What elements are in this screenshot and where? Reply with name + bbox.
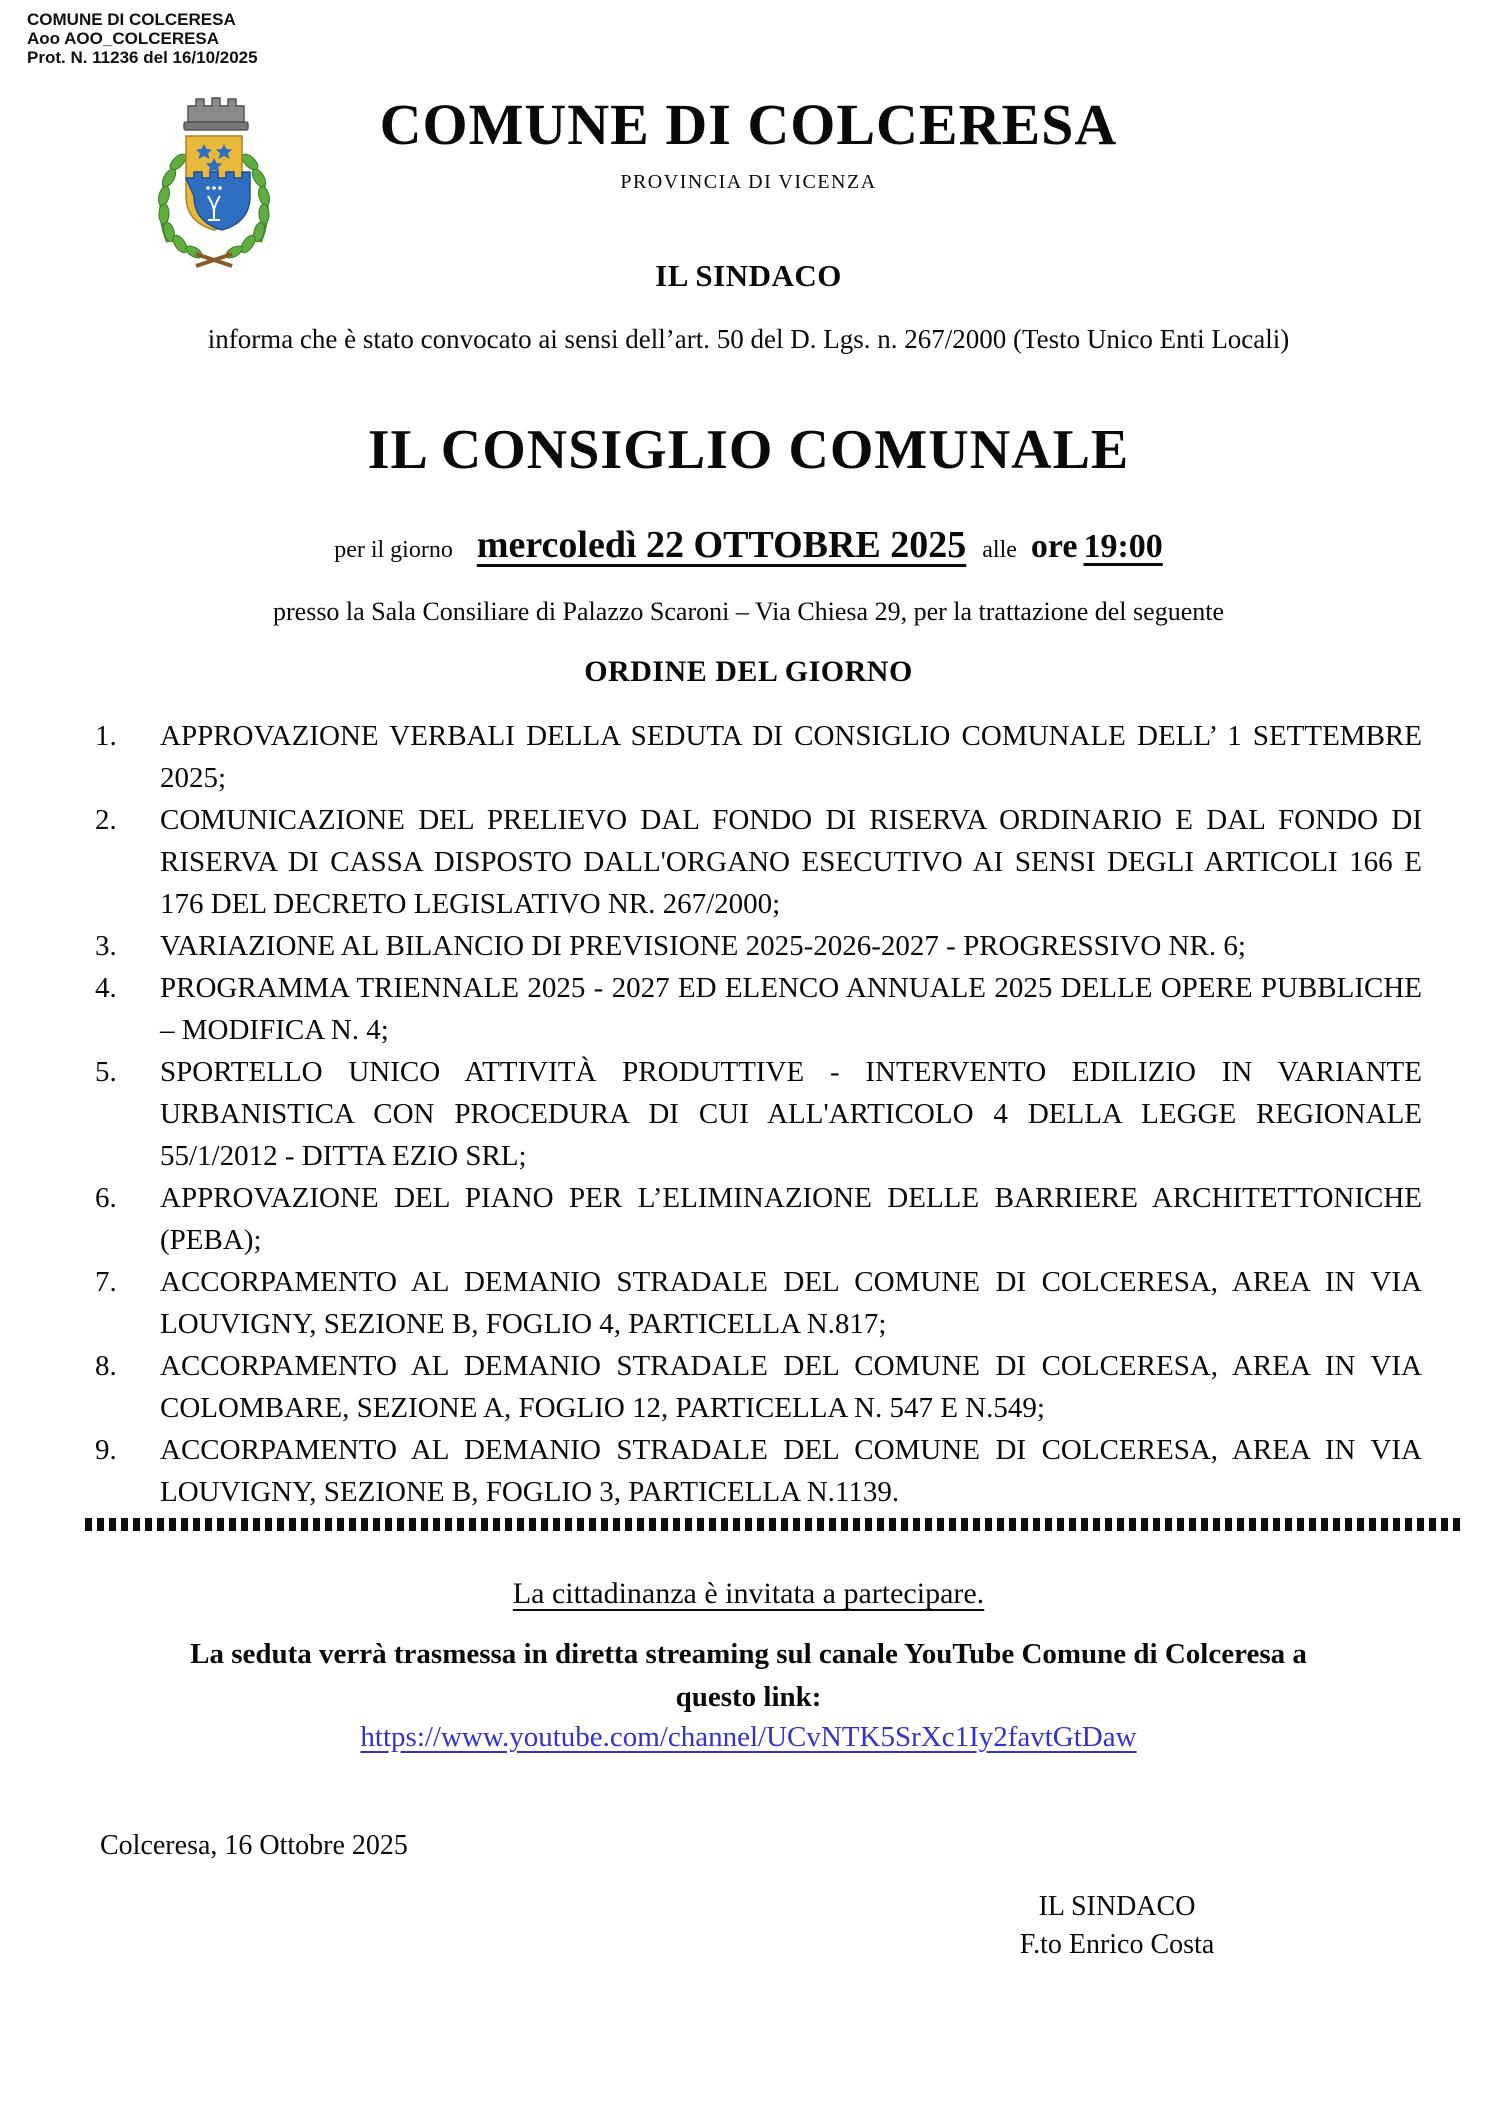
ore-label: ore [1030,528,1078,565]
municipal-coat-of-arms-icon [138,92,290,274]
agenda-item-number: 3. [95,930,117,962]
youtube-link[interactable]: https://www.youtube.com/channel/UCvNTK5SrXc1Iy2favtGtDaw [360,1721,1137,1753]
alle-label: alle [982,537,1017,563]
agenda-heading: ORDINE DEL GIORNO [584,655,913,688]
document-header [0,0,1497,194]
agenda-item-text: PROGRAMMA TRIENNALE 2025 - 2027 ED ELENCO ANNUALE 2025 DELLE OPERE PUBBLICHE – MODIFICA N. 4; [160,972,1422,1046]
streaming-line2: questo link: [675,1681,822,1713]
comune-title: COMUNE DI COLCERESA [379,92,1118,157]
signature-block [957,1888,1277,1964]
agenda-item [95,1345,1422,1429]
agenda-item [95,1051,1422,1177]
stamp-aoo: Aoo AOO_COLCERESA [27,29,220,48]
agenda-item-number: 5. [95,1056,117,1088]
agenda-item-text: ACCORPAMENTO AL DEMANIO STRADALE DEL COMUNE DI COLCERESA, AREA IN VIA LOUVIGNY, SEZIONE B, FOGLIO 3, PARTICELLA N.1139. [160,1434,1422,1508]
session-time: 19:00 [1083,528,1163,565]
agenda-item-text: APPROVAZIONE VERBALI DELLA SEDUTA DI CONSIGLIO COMUNALE DELL’ 1 SETTEMBRE 2025; [160,720,1422,794]
agenda-item-text: ACCORPAMENTO AL DEMANIO STRADALE DEL COMUNE DI COLCERESA, AREA IN VIA COLOMBARE, SEZIONE A, FOGLIO 12, PARTICELLA N. 547 E N.549; [160,1350,1422,1424]
dotted-separator [85,1518,1460,1531]
agenda-item-text: COMUNICAZIONE DEL PRELIEVO DAL FONDO DI RISERVA ORDINARIO E DAL FONDO DI RISERVA DI CASSA DISPOSTO DALL'ORGANO ESECUTIVO AI SENSI DEGLI ARTICOLI 166 E 176 DEL DECRETO LEGISLATIVO NR. 267/2000; [160,804,1422,920]
agenda-item-number: 8. [95,1350,117,1382]
agenda-item-text: ACCORPAMENTO AL DEMANIO STRADALE DEL COMUNE DI COLCERESA, AREA IN VIA LOUVIGNY, SEZIONE B, FOGLIO 4, PARTICELLA N.817; [160,1266,1422,1340]
stamp-protocol-number: Prot. N. 11236 del 16/10/2025 [27,48,258,67]
agenda-item-text: SPORTELLO UNICO ATTIVITÀ PRODUTTIVE - INTERVENTO EDILIZIO IN VARIANTE URBANISTICA CON PROCEDURA DI CUI ALL'ARTICOLO 4 DELLA LEGGE REGIONALE 55/1/2012 - DITTA EZIO SRL; [160,1056,1422,1172]
youtube-link-line [0,1721,1497,1754]
agenda-item [95,1261,1422,1345]
agenda-item-number: 4. [95,972,117,1004]
agenda-item-text: APPROVAZIONE DEL PIANO PER L’ELIMINAZIONE DELLE BARRIERE ARCHITETTONICHE (PEBA); [160,1182,1422,1256]
agenda-item [95,925,1422,967]
agenda-item-number: 7. [95,1266,117,1298]
agenda-item-number: 1. [95,720,117,752]
agenda-item [95,799,1422,925]
date-prefix: per il giorno [334,537,453,563]
agenda-item-number: 2. [95,804,117,836]
place-date-line: Colceresa, 16 Ottobre 2025 [100,1830,408,1861]
council-title: IL CONSIGLIO COMUNALE [367,419,1130,481]
agenda-item-text: VARIAZIONE AL BILANCIO DI PREVISIONE 2025-2026-2027 - PROGRESSIVO NR. 6; [160,930,1246,962]
streaming-line1: La seduta verrà trasmessa in diretta streaming sul canale YouTube Comune di Colceresa a [190,1638,1307,1670]
session-date-line [0,523,1497,567]
agenda-item [95,967,1422,1051]
agenda-item [95,715,1422,799]
session-date: mercoledì 22 OTTOBRE 2025 [476,524,967,566]
stamp-entity: COMUNE DI COLCERESA [27,10,236,29]
invitation-line: La cittadinanza è invitata a partecipare. [512,1577,985,1610]
agenda-item [95,1177,1422,1261]
agenda-item-number: 6. [95,1182,117,1214]
sindaco-heading: IL SINDACO [655,258,842,293]
agenda-item-number: 9. [95,1434,117,1466]
venue-line: presso la Sala Consiliare di Palazzo Scaroni – Via Chiesa 29, per la trattazione del seguente [273,597,1224,626]
intro-paragraph: informa che è stato convocato ai sensi dell’art. 50 del D. Lgs. n. 267/2000 (Testo Unico Enti Locali) [207,324,1290,354]
agenda-item [95,1429,1422,1513]
streaming-notice [80,1633,1417,1719]
agenda-list [0,715,1497,1513]
provincia-subtitle: PROVINCIA DI VICENZA [620,171,877,193]
signature-title: IL SINDACO [1038,1891,1196,1922]
signature-name: F.to Enrico Costa [1019,1929,1215,1960]
